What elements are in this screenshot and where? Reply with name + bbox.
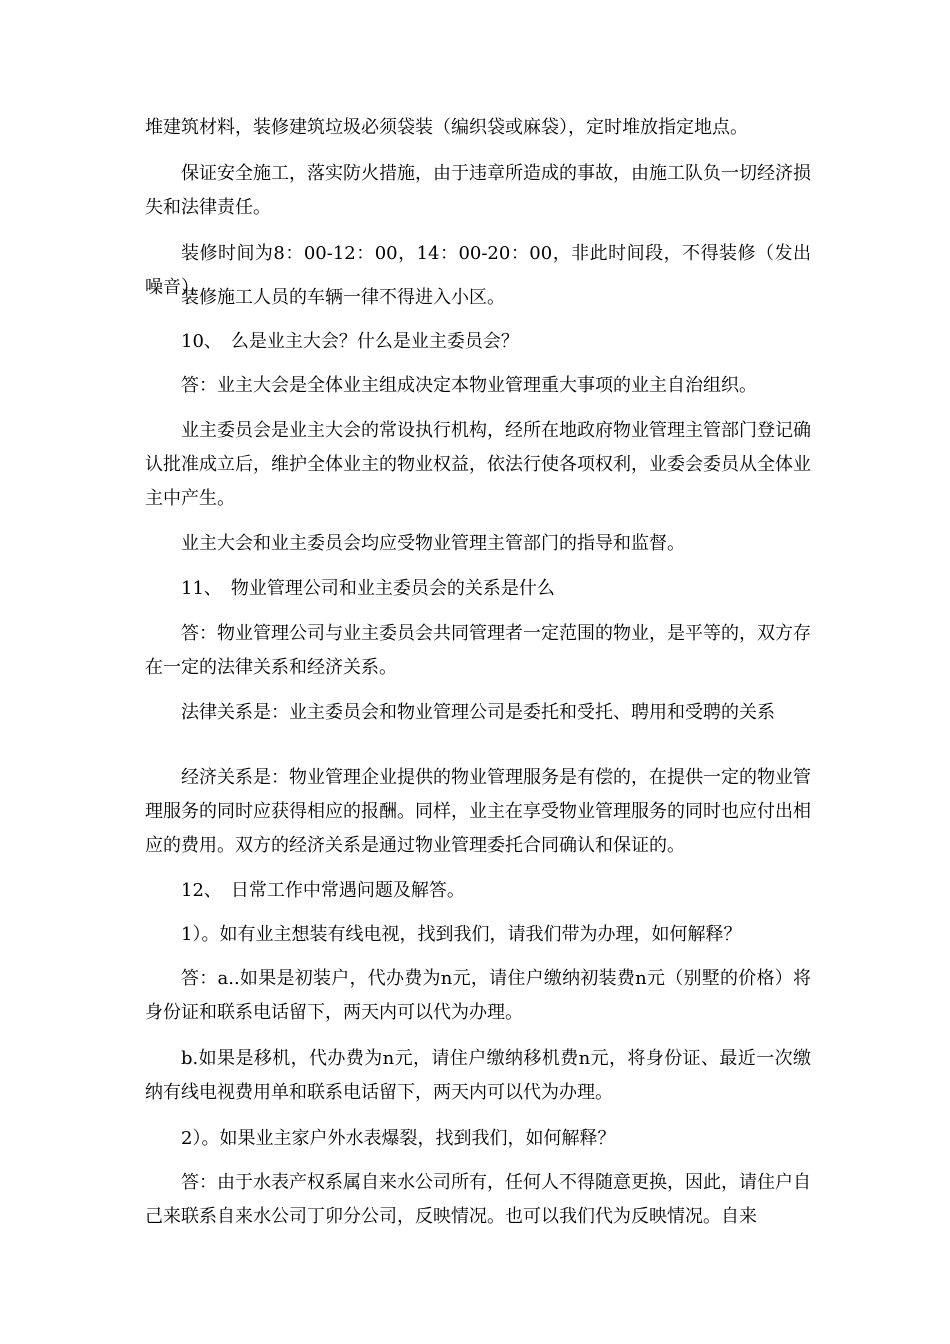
paragraph-renovation-hours: 装修时间为8：00-12：00，14：00-20：00，非此时间段，不得装修（发出噪音）。	[145, 243, 811, 298]
question-12-1-cable-tv: 1）。如有业主想装有线电视，找到我们，请我们带为办理，如何解释？	[181, 924, 742, 945]
paragraph-economic-relationship: 经济关系是：物业管理企业提供的物业管理服务是有偿的，在提供一定的物业管理服务的同时应获得相应的报酬。同样，业主在享受物业管理服务的同时也应付出相应的费用。双方的经济关系是通过物业管理委托合同确认和保证的。	[145, 767, 811, 856]
question-12-heading: 12、 日常工作中常遇问题及解答。	[181, 880, 465, 901]
answer-10-owners-assembly: 答：业主大会是全体业主组成决定本物业管理重大事项的业主自治组织。	[181, 375, 757, 396]
paragraph-vehicles: 装修施工人员的车辆一律不得进入小区。	[181, 287, 505, 308]
question-10-heading: 10、 么是业主大会？什么是业主委员会？	[181, 331, 519, 352]
answer-12-1-new-install: 答：a..如果是初装户，代办费为n元，请住户缴纳初装费n元（别墅的价格）将身份证和联系电话留下，两天内可以代为办理。	[145, 968, 811, 1023]
answer-11-relationship: 答：物业管理公司与业主委员会共同管理者一定范围的物业，是平等的，双方存在一定的法律关系和经济关系。	[145, 623, 811, 678]
paragraph-safety: 保证安全施工，落实防火措施，由于违章所造成的事故，由施工队负一切经济损失和法律责任。	[145, 163, 811, 218]
paragraph-construction-waste: 堆建筑材料，装修建筑垃圾必须袋装（编织袋或麻袋），定时堆放指定地点。	[145, 117, 748, 138]
question-11-heading: 11、 物业管理公司和业主委员会的关系是什么	[181, 578, 555, 599]
paragraph-legal-relationship: 法律关系是：业主委员会和物业管理公司是委托和受托、聘用和受聘的关系	[181, 702, 775, 723]
question-12-2-water-meter: 2）。如果业主家户外水表爆裂，找到我们，如何解释？	[181, 1128, 616, 1149]
answer-12-1-relocation: b.如果是移机，代办费为n元，请住户缴纳移机费n元，将身份证、最近一次缴纳有线电视费用单和联系电话留下，两天内可以代为办理。	[145, 1048, 811, 1103]
paragraph-owners-committee: 业主委员会是业主大会的常设执行机构，经所在地政府物业管理主管部门登记确认批准成立后，维护全体业主的物业权益，依法行使各项权利，业委会委员从全体业主中产生。	[145, 420, 811, 509]
paragraph-supervision: 业主大会和业主委员会均应受物业管理主管部门的指导和监督。	[181, 533, 685, 554]
answer-12-2-water-meter: 答：由于水表产权系属自来水公司所有，任何人不得随意更换，因此，请住户自己来联系自来水公司丁卯分公司，反映情况。也可以我们代为反映情况。自来	[145, 1172, 811, 1227]
